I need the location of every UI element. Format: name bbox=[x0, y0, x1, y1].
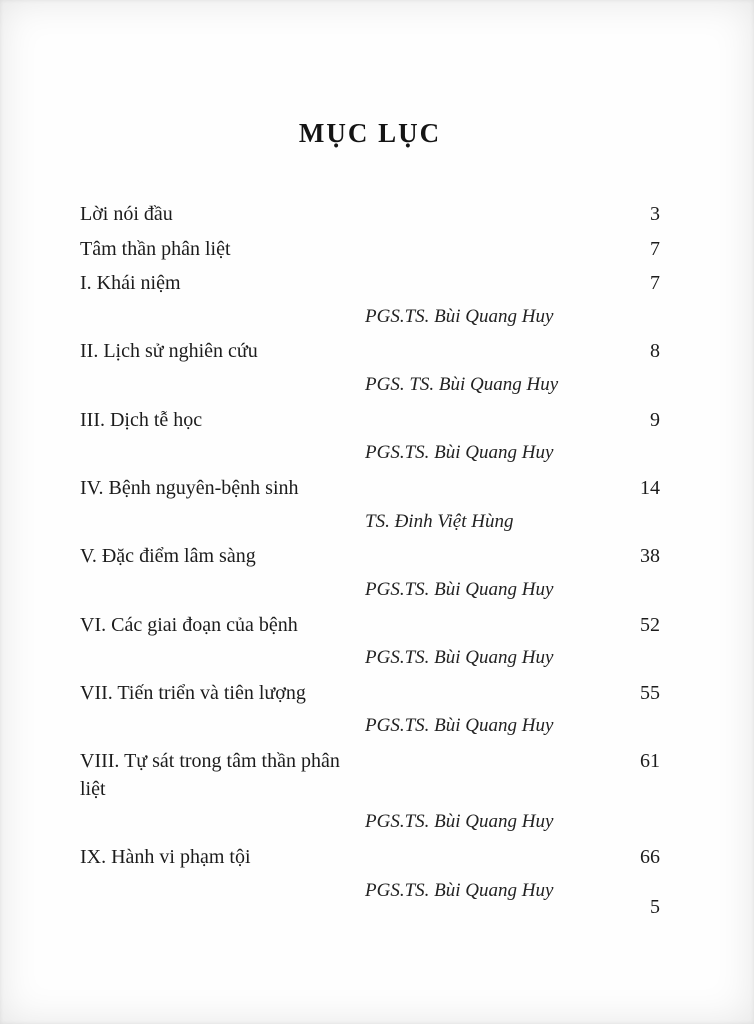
toc-entry-title: Tâm thần phân liệt bbox=[80, 237, 231, 260]
toc-entry-author: PGS.TS. Bùi Quang Huy bbox=[365, 715, 554, 737]
toc-entry-author: PGS.TS. Bùi Quang Huy bbox=[365, 578, 554, 600]
toc-entry-page: 61 bbox=[640, 750, 660, 773]
toc-entry-author: PGS.TS. Bùi Quang Huy bbox=[365, 647, 554, 669]
toc-entry bbox=[80, 680, 660, 739]
toc-entry bbox=[80, 407, 660, 466]
page-number: 5 bbox=[650, 896, 660, 918]
toc-entry bbox=[80, 338, 660, 397]
toc-entry-page: 14 bbox=[640, 477, 660, 500]
toc-entry-title: VIII. Tự sát trong tâm thần phân liệt bbox=[80, 750, 340, 800]
toc-entry-page: 55 bbox=[640, 681, 660, 704]
toc-entry bbox=[80, 612, 660, 671]
toc-entry-row bbox=[80, 475, 660, 503]
toc-entry-row bbox=[80, 201, 660, 229]
toc-entry-row bbox=[80, 612, 660, 640]
toc-entry bbox=[80, 236, 660, 264]
toc-entry-title: IV. Bệnh nguyên-bệnh sinh bbox=[80, 477, 299, 500]
toc-entry bbox=[80, 844, 660, 903]
toc-entry-title: I. Khái niệm bbox=[80, 272, 181, 295]
toc-entry-author: TS. Đinh Việt Hùng bbox=[365, 510, 514, 532]
toc-entry-title: V. Đặc điểm lâm sàng bbox=[80, 545, 256, 568]
toc-entry-title: IX. Hành vi phạm tội bbox=[80, 846, 251, 869]
toc-entry-author: PGS.TS. Bùi Quang Huy bbox=[365, 305, 554, 327]
toc-list bbox=[80, 201, 660, 903]
toc-entry-title: III. Dịch tễ học bbox=[80, 408, 203, 431]
toc-entry-page: 7 bbox=[650, 272, 660, 295]
page-title: MỤC LỤC bbox=[298, 118, 442, 148]
toc-entry-title: VI. Các giai đoạn của bệnh bbox=[80, 613, 298, 636]
toc-entry-title: VII. Tiến triển và tiên lượng bbox=[80, 681, 306, 704]
toc-entry-row bbox=[80, 543, 660, 571]
toc-entry-page: 9 bbox=[650, 408, 660, 431]
toc-entry-title: Lời nói đầu bbox=[80, 203, 173, 225]
toc-entry-author: PGS.TS. Bùi Quang Huy bbox=[365, 442, 554, 464]
toc-entry-page: 52 bbox=[640, 613, 660, 636]
toc-entry-author: PGS.TS. Bùi Quang Huy bbox=[365, 879, 554, 901]
toc-entry-row bbox=[80, 407, 660, 435]
toc-entry bbox=[80, 201, 660, 229]
toc-entry-page: 66 bbox=[640, 846, 660, 869]
toc-entry bbox=[80, 543, 660, 602]
toc-entry-row bbox=[80, 844, 660, 872]
toc-entry-page: 3 bbox=[650, 203, 660, 225]
toc-entry-page: 8 bbox=[650, 340, 660, 363]
toc-entry bbox=[80, 270, 660, 329]
toc-entry-row bbox=[80, 270, 660, 298]
toc-entry-row bbox=[80, 338, 660, 366]
toc-entry-row bbox=[80, 748, 660, 803]
toc-entry bbox=[80, 748, 660, 835]
toc-entry-row bbox=[80, 236, 660, 264]
toc-entry-author: PGS.TS. Bùi Quang Huy bbox=[365, 811, 554, 833]
toc-entry bbox=[80, 475, 660, 534]
toc-entry-page: 7 bbox=[650, 237, 660, 260]
toc-entry-title: II. Lịch sử nghiên cứu bbox=[80, 340, 258, 363]
toc-entry-page: 38 bbox=[640, 545, 660, 568]
toc-entry-row bbox=[80, 680, 660, 708]
toc-entry-author: PGS. TS. Bùi Quang Huy bbox=[365, 374, 559, 396]
